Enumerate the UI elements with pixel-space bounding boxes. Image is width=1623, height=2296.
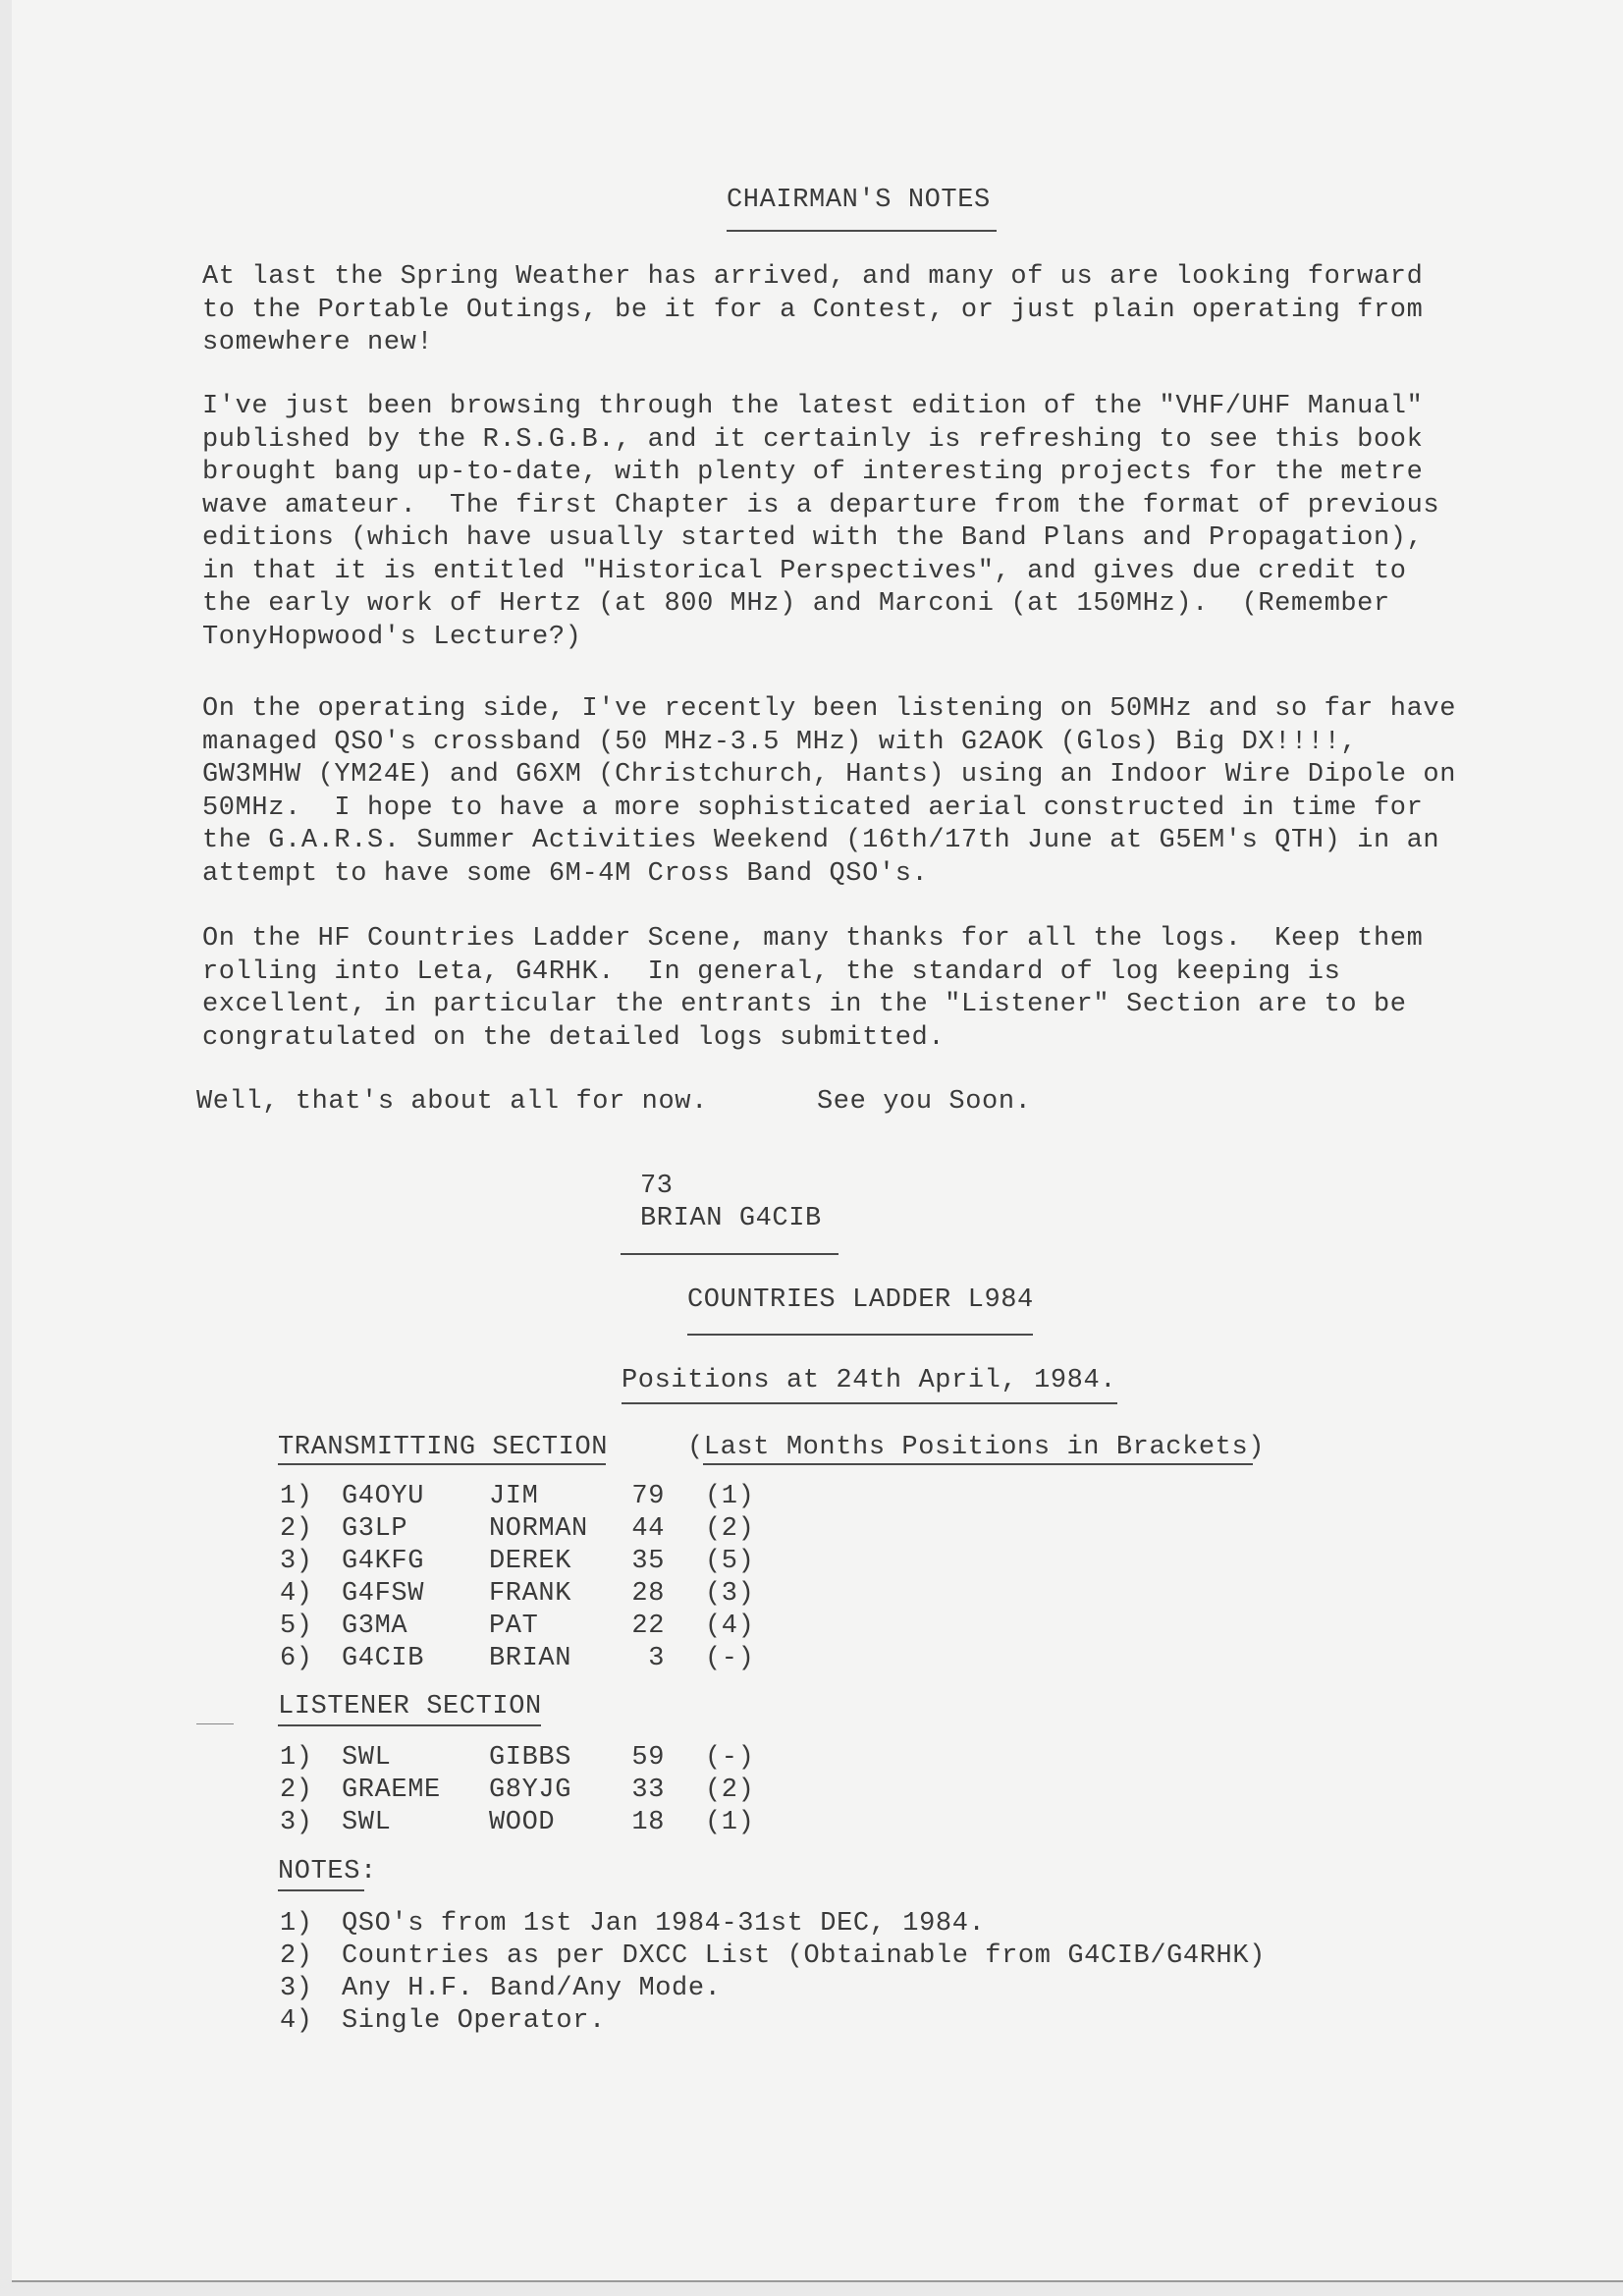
text-line: attempt to have some 6M-4M Cross Band QSO's. bbox=[202, 858, 929, 889]
callsign-cell: SWL bbox=[342, 1743, 392, 1773]
signature-73: 73 bbox=[640, 1172, 674, 1201]
last-position-cell: (-) bbox=[705, 1644, 755, 1673]
ladder-date: Positions at 24th April, 1984. bbox=[622, 1366, 1117, 1395]
text-line: managed QSO's crossband (50 MHz-3.5 MHz) with G2AOK (Glos) Big DX!!!!, bbox=[202, 727, 1358, 757]
text-line: brought bang up-to-date, with plenty of interesting projects for the metre bbox=[202, 458, 1424, 487]
score-cell: 35 bbox=[631, 1547, 665, 1576]
paragraph-4 bbox=[202, 923, 1423, 1055]
score-cell: 59 bbox=[631, 1743, 665, 1773]
paragraph-3 bbox=[202, 693, 1456, 891]
note-item bbox=[12, 1908, 1288, 1941]
text-line: rolling into Leta, G4RHK. In general, the standard of log keeping is bbox=[202, 957, 1341, 987]
text-line: I've just been browsing through the latest edition of the "VHF/UHF Manual" bbox=[202, 392, 1424, 421]
last-position-cell: (3) bbox=[705, 1579, 755, 1609]
note-text: QSO's from 1st Jan 1984-31st DEC, 1984. bbox=[342, 1909, 986, 1939]
ladder-title: COUNTRIES LADDER L984 bbox=[687, 1285, 1034, 1315]
note-number: 2) bbox=[280, 1941, 313, 1971]
margin-dash bbox=[196, 1723, 234, 1724]
score-cell: 44 bbox=[631, 1514, 665, 1544]
notes-heading: NOTES: bbox=[278, 1857, 377, 1886]
table-row bbox=[12, 1513, 994, 1546]
text-line: On the HF Countries Ladder Scene, many thanks for all the logs. Keep them bbox=[202, 924, 1424, 954]
position-cell: 2) bbox=[280, 1514, 313, 1544]
text-line: At last the Spring Weather has arrived, and many of us are looking forward bbox=[202, 262, 1424, 292]
text-line: GW3MHW (YM24E) and G6XM (Christchurch, Hants) using an Indoor Wire Dipole on bbox=[202, 760, 1456, 790]
callsign-cell: GRAEME bbox=[342, 1776, 441, 1805]
listener-underline bbox=[278, 1724, 541, 1726]
name-cell: JIM bbox=[489, 1482, 539, 1511]
text-line: in that it is entitled "Historical Perspectives", and gives due credit to bbox=[202, 556, 1407, 586]
note-text: Single Operator. bbox=[342, 2006, 606, 2036]
callsign-cell: G4FSW bbox=[342, 1579, 425, 1609]
position-cell: 4) bbox=[280, 1579, 313, 1609]
position-cell: 1) bbox=[280, 1482, 313, 1511]
text-line: congratulated on the detailed logs submitted. bbox=[202, 1022, 946, 1053]
score-cell: 79 bbox=[631, 1482, 665, 1511]
text-line: somewhere new! bbox=[202, 328, 434, 357]
callsign-cell: G3MA bbox=[342, 1612, 408, 1641]
notes-underline bbox=[278, 1889, 364, 1891]
name-cell: WOOD bbox=[489, 1808, 556, 1837]
score-cell: 28 bbox=[631, 1579, 665, 1609]
document-page bbox=[12, 0, 1623, 2282]
name-cell: GIBBS bbox=[489, 1743, 572, 1773]
closing-right: See you Soon. bbox=[817, 1087, 1032, 1117]
position-cell: 1) bbox=[280, 1743, 313, 1773]
score-cell: 18 bbox=[631, 1808, 665, 1837]
score-cell: 22 bbox=[631, 1612, 665, 1641]
text-line: 50MHz. I hope to have a more sophisticated aerial constructed in time for bbox=[202, 793, 1424, 823]
callsign-cell: G4CIB bbox=[342, 1644, 425, 1673]
ladder-date-underline bbox=[622, 1402, 1117, 1404]
name-cell: FRANK bbox=[489, 1579, 572, 1609]
text-line: to the Portable Outings, be it for a Contest, or just plain operating from bbox=[202, 295, 1424, 325]
table-row bbox=[12, 1742, 994, 1775]
callsign-cell: G3LP bbox=[342, 1514, 408, 1544]
name-cell: PAT bbox=[489, 1612, 539, 1641]
name-cell: DEREK bbox=[489, 1547, 572, 1576]
bracket-note: (Last Months Positions in Brackets) bbox=[687, 1433, 1266, 1462]
transmitting-underline bbox=[278, 1463, 606, 1465]
paragraph-2 bbox=[202, 391, 1439, 654]
note-item bbox=[12, 2005, 1288, 2038]
closing-left: Well, that's about all for now. bbox=[196, 1087, 708, 1117]
name-cell: NORMAN bbox=[489, 1514, 588, 1544]
table-row bbox=[12, 1578, 994, 1611]
position-cell: 5) bbox=[280, 1612, 313, 1641]
text-line: the early work of Hertz (at 800 MHz) and Marconi (at 150MHz). (Remember bbox=[202, 589, 1390, 619]
name-cell: BRIAN bbox=[489, 1644, 572, 1673]
callsign-cell: G4KFG bbox=[342, 1547, 425, 1576]
text-line: wave amateur. The first Chapter is a departure from the format of previous bbox=[202, 490, 1440, 520]
page-title: CHAIRMAN'S NOTES bbox=[727, 186, 991, 215]
table-row bbox=[12, 1643, 994, 1675]
last-position-cell: (1) bbox=[705, 1482, 755, 1511]
text-line: editions (which have usually started with the Band Plans and Propagation), bbox=[202, 523, 1424, 553]
last-position-cell: (-) bbox=[705, 1743, 755, 1773]
text-line: published by the R.S.G.B., and it certainly is refreshing to see this book bbox=[202, 424, 1424, 455]
text-line: On the operating side, I've recently been listening on 50MHz and so far have bbox=[202, 694, 1456, 724]
note-number: 4) bbox=[280, 2006, 313, 2036]
score-cell: 3 bbox=[648, 1644, 665, 1673]
transmitting-heading: TRANSMITTING SECTION bbox=[278, 1433, 609, 1462]
note-number: 1) bbox=[280, 1909, 313, 1939]
note-text: Countries as per DXCC List (Obtainable from G4CIB/G4RHK) bbox=[342, 1941, 1266, 1971]
signature-underline bbox=[621, 1253, 839, 1255]
ladder-title-underline bbox=[687, 1334, 1033, 1336]
listener-heading: LISTENER SECTION bbox=[278, 1692, 542, 1722]
note-item bbox=[12, 1941, 1288, 1973]
note-number: 3) bbox=[280, 1974, 313, 2003]
callsign-cell: G4OYU bbox=[342, 1482, 425, 1511]
text-line: the G.A.R.S. Summer Activities Weekend (16th/17th June at G5EM's QTH) in an bbox=[202, 826, 1440, 855]
last-position-cell: (5) bbox=[705, 1547, 755, 1576]
note-item bbox=[12, 1973, 1288, 2005]
paragraph-1 bbox=[202, 261, 1423, 360]
table-row bbox=[12, 1775, 994, 1807]
last-position-cell: (2) bbox=[705, 1776, 755, 1805]
text-line: TonyHopwood's Lecture?) bbox=[202, 622, 582, 652]
table-row bbox=[12, 1611, 994, 1643]
signature-name: BRIAN G4CIB bbox=[640, 1204, 822, 1233]
name-cell: G8YJG bbox=[489, 1776, 572, 1805]
position-cell: 3) bbox=[280, 1547, 313, 1576]
table-row bbox=[12, 1546, 994, 1578]
position-cell: 6) bbox=[280, 1644, 313, 1673]
title-underline bbox=[727, 230, 997, 232]
score-cell: 33 bbox=[631, 1776, 665, 1805]
position-cell: 2) bbox=[280, 1776, 313, 1805]
last-position-cell: (2) bbox=[705, 1514, 755, 1544]
note-text: Any H.F. Band/Any Mode. bbox=[342, 1974, 722, 2003]
bracket-note-underline bbox=[703, 1463, 1253, 1465]
last-position-cell: (1) bbox=[705, 1808, 755, 1837]
callsign-cell: SWL bbox=[342, 1808, 392, 1837]
table-row bbox=[12, 1807, 994, 1839]
last-position-cell: (4) bbox=[705, 1612, 755, 1641]
position-cell: 3) bbox=[280, 1808, 313, 1837]
table-row bbox=[12, 1481, 994, 1513]
text-line: excellent, in particular the entrants in the "Listener" Section are to be bbox=[202, 990, 1407, 1019]
